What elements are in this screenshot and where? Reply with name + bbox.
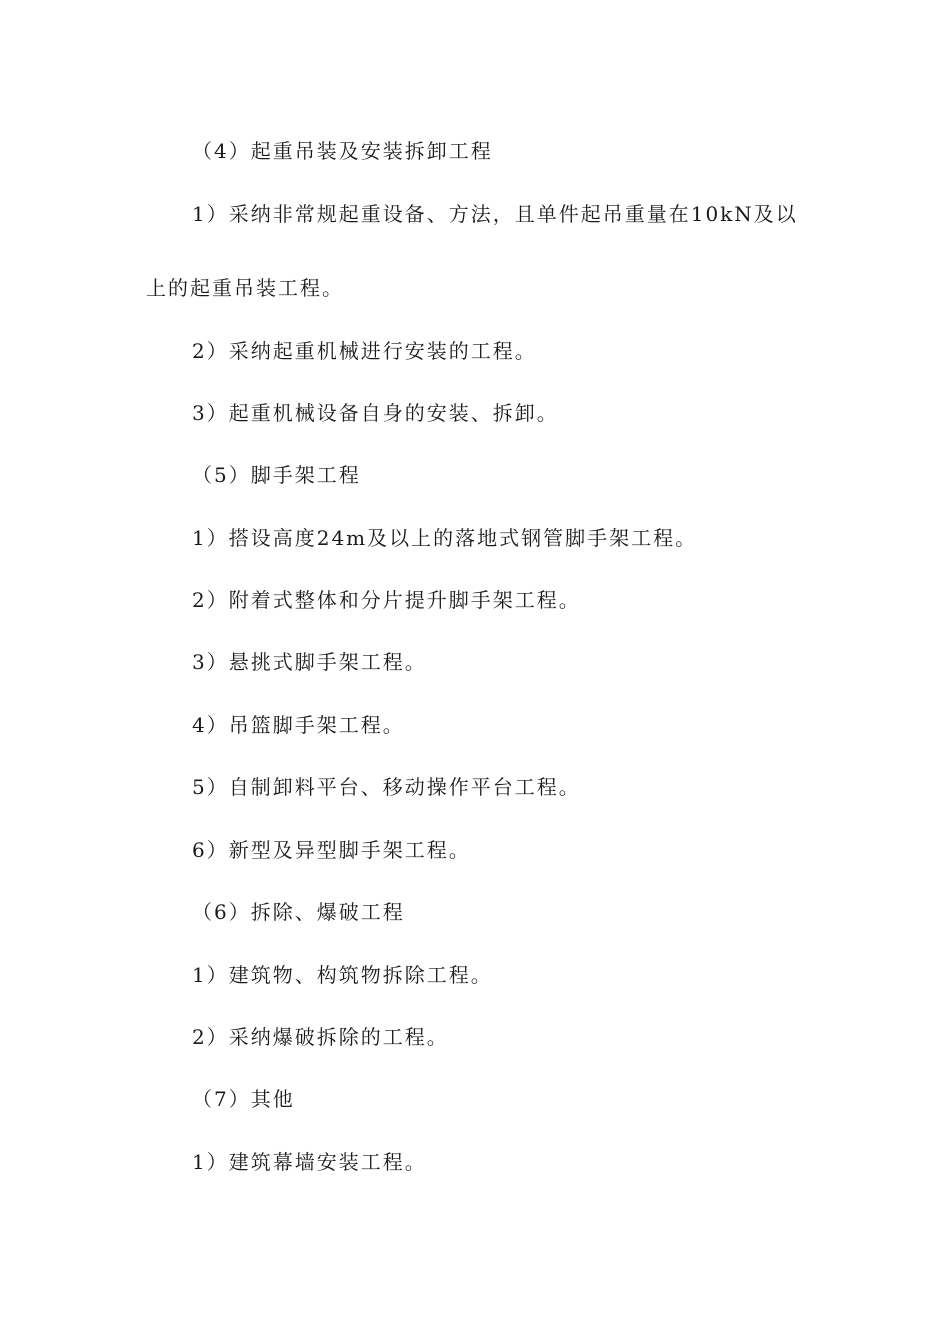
paragraph-line: 3）悬挑式脚手架工程。: [192, 650, 427, 674]
section-heading-7: （7）其他: [192, 1087, 295, 1111]
paragraph-line: 2）采纳爆破拆除的工程。: [192, 1025, 449, 1049]
section-heading-6: （6）拆除、爆破工程: [192, 900, 405, 924]
paragraph-line: 3）起重机械设备自身的安装、拆卸。: [192, 401, 559, 425]
paragraph-line: 4）吊篮脚手架工程。: [192, 713, 405, 737]
paragraph-line: 1）采纳非常规起重设备、方法，且单件起吊重量在10kN及以: [192, 202, 798, 226]
paragraph-line: 1）建筑物、构筑物拆除工程。: [192, 963, 493, 987]
paragraph-line: 1）建筑幕墙安装工程。: [192, 1150, 427, 1174]
paragraph-line: 6）新型及异型脚手架工程。: [192, 838, 471, 862]
section-heading-5: （5）脚手架工程: [192, 463, 361, 487]
paragraph-line: 上的起重吊装工程。: [146, 276, 344, 300]
section-heading-4: （4）起重吊装及安装拆卸工程: [192, 139, 493, 163]
paragraph-line: 1）搭设高度24m及以上的落地式钢管脚手架工程。: [192, 526, 698, 550]
paragraph-line: 5）自制卸料平台、移动操作平台工程。: [192, 775, 581, 799]
paragraph-line: 2）附着式整体和分片提升脚手架工程。: [192, 588, 581, 612]
paragraph-line: 2）采纳起重机械进行安装的工程。: [192, 339, 537, 363]
